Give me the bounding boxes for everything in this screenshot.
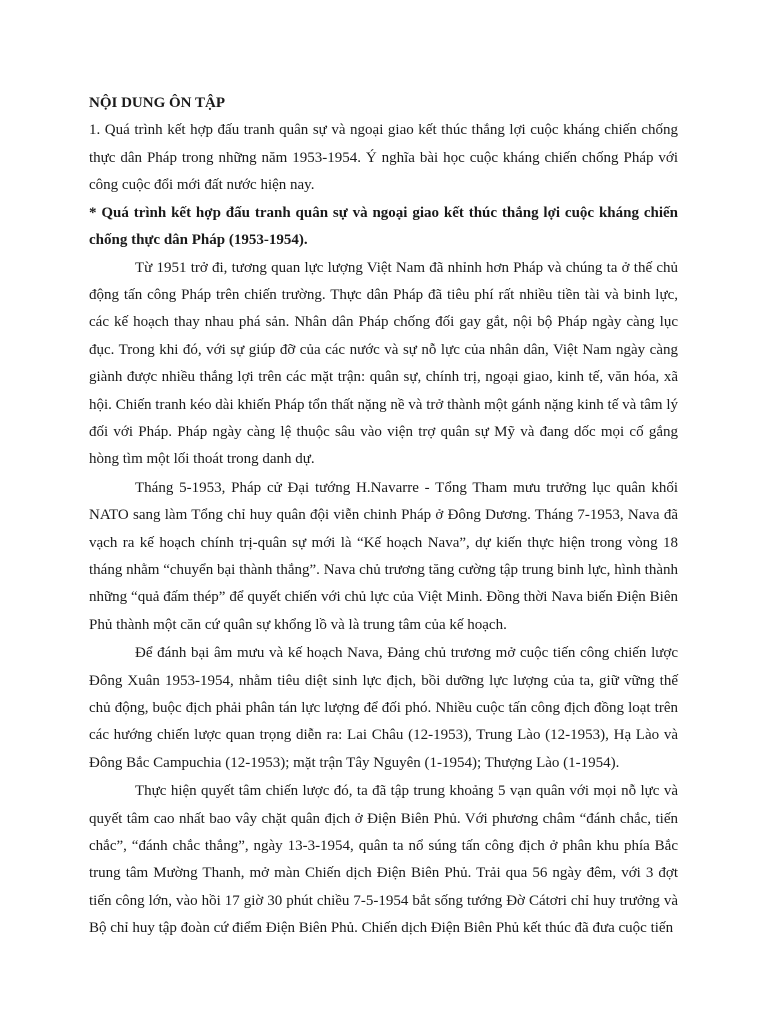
body-paragraph: Để đánh bại âm mưu và kế hoạch Nava, Đảng chủ trương mở cuộc tiến công chiến lược Đông Xuân 1953-1954, nhằm tiêu diệt sinh lực địch, bồi dưỡng lực lượng của ta, giữ vững thế chủ động, buộc địch phải phân tán lực lượng để đối phó. Nhiều cuộc tấn công địch đồng loạt trên các hướng chiến lược quan trọng diễn ra: Lai Châu (12-1953), Trung Lào (12-1953), Hạ Lào và Đông Bắc Campuchia (12-1953); mặt trận Tây Nguyên (1-1954); Thượng Lào (1-1954). — [89, 645, 678, 771]
document-page — [89, 90, 678, 944]
document-title: NỘI DUNG ÔN TẬP — [89, 95, 225, 111]
section-heading: * Quá trình kết hợp đấu tranh quân sự và ngoại giao kết thúc thắng lợi cuộc kháng chiến chống thực dân Pháp (1953-1954). — [89, 204, 678, 248]
question-text: 1. Quá trình kết hợp đấu tranh quân sự và ngoại giao kết thúc thắng lợi cuộc kháng chiến chống thực dân Pháp trong những năm 1953-1954. Ý nghĩa bài học cuộc kháng chiến chống Pháp với công cuộc đổi mới đất nước hiện nay. — [89, 122, 678, 193]
body-paragraph: Tháng 5-1953, Pháp cử Đại tướng H.Navarre - Tổng Tham mưu trưởng lục quân khối NATO sang làm Tổng chỉ huy quân đội viễn chinh Pháp ở Đông Dương. Tháng 7-1953, Nava đã vạch ra kế hoạch chính trị-quân sự mới là “Kế hoạch Nava”, dự kiến thực hiện trong vòng 18 tháng nhằm “chuyển bại thành thắng”. Nava chủ trương tăng cường tập trung binh lực, hình thành những “quả đấm thép” để quyết chiến với chủ lực của Việt Minh. Đồng thời Nava biến Điện Biên Phủ thành một căn cứ quân sự khổng lồ và là trung tâm của kế hoạch. — [89, 479, 678, 633]
body-paragraph: Từ 1951 trở đi, tương quan lực lượng Việt Nam đã nhỉnh hơn Pháp và chúng ta ở thế chủ động tấn công Pháp trên chiến trường. Thực dân Pháp đã tiêu phí rất nhiều tiền tài và binh lực, các kế hoạch thay nhau phá sản. Nhân dân Pháp chống đối gay gắt, nội bộ Pháp ngày càng lục đục. Trong khi đó, với sự giúp đỡ của các nước và sự nỗ lực của nhân dân, Việt Nam ngày càng giành được nhiều thắng lợi trên các mặt trận: quân sự, chính trị, ngoại giao, kinh tế, văn hóa, xã hội. Chiến tranh kéo dài khiến Pháp tổn thất nặng nề và trở thành một gánh nặng kinh tế và tâm lý đối với Pháp. Pháp ngày càng lệ thuộc sâu vào viện trợ quân sự Mỹ và đang dốc mọi cố gắng hòng tìm một lối thoát trong danh dự. — [89, 259, 678, 468]
body-paragraph: Thực hiện quyết tâm chiến lược đó, ta đã tập trung khoảng 5 vạn quân với mọi nỗ lực và quyết tâm cao nhất bao vây chặt quân địch ở Điện Biên Phủ. Với phương châm “đánh chắc, tiến chắc”, “đánh chắc thắng”, ngày 13-3-1954, quân ta nổ súng tấn công địch ở phân khu phía Bắc trung tâm Mường Thanh, mở màn Chiến dịch Điện Biên Phủ. Trải qua 56 ngày đêm, với 3 đợt tiến công lớn, vào hồi 17 giờ 30 phút chiều 7-5-1954 bắt sống tướng Đờ Cátơri chỉ huy trưởng và Bộ chỉ huy tập đoàn cứ điểm Điện Biên Phủ. Chiến dịch Điện Biên Phủ kết thúc đã đưa cuộc tiến — [89, 783, 678, 937]
